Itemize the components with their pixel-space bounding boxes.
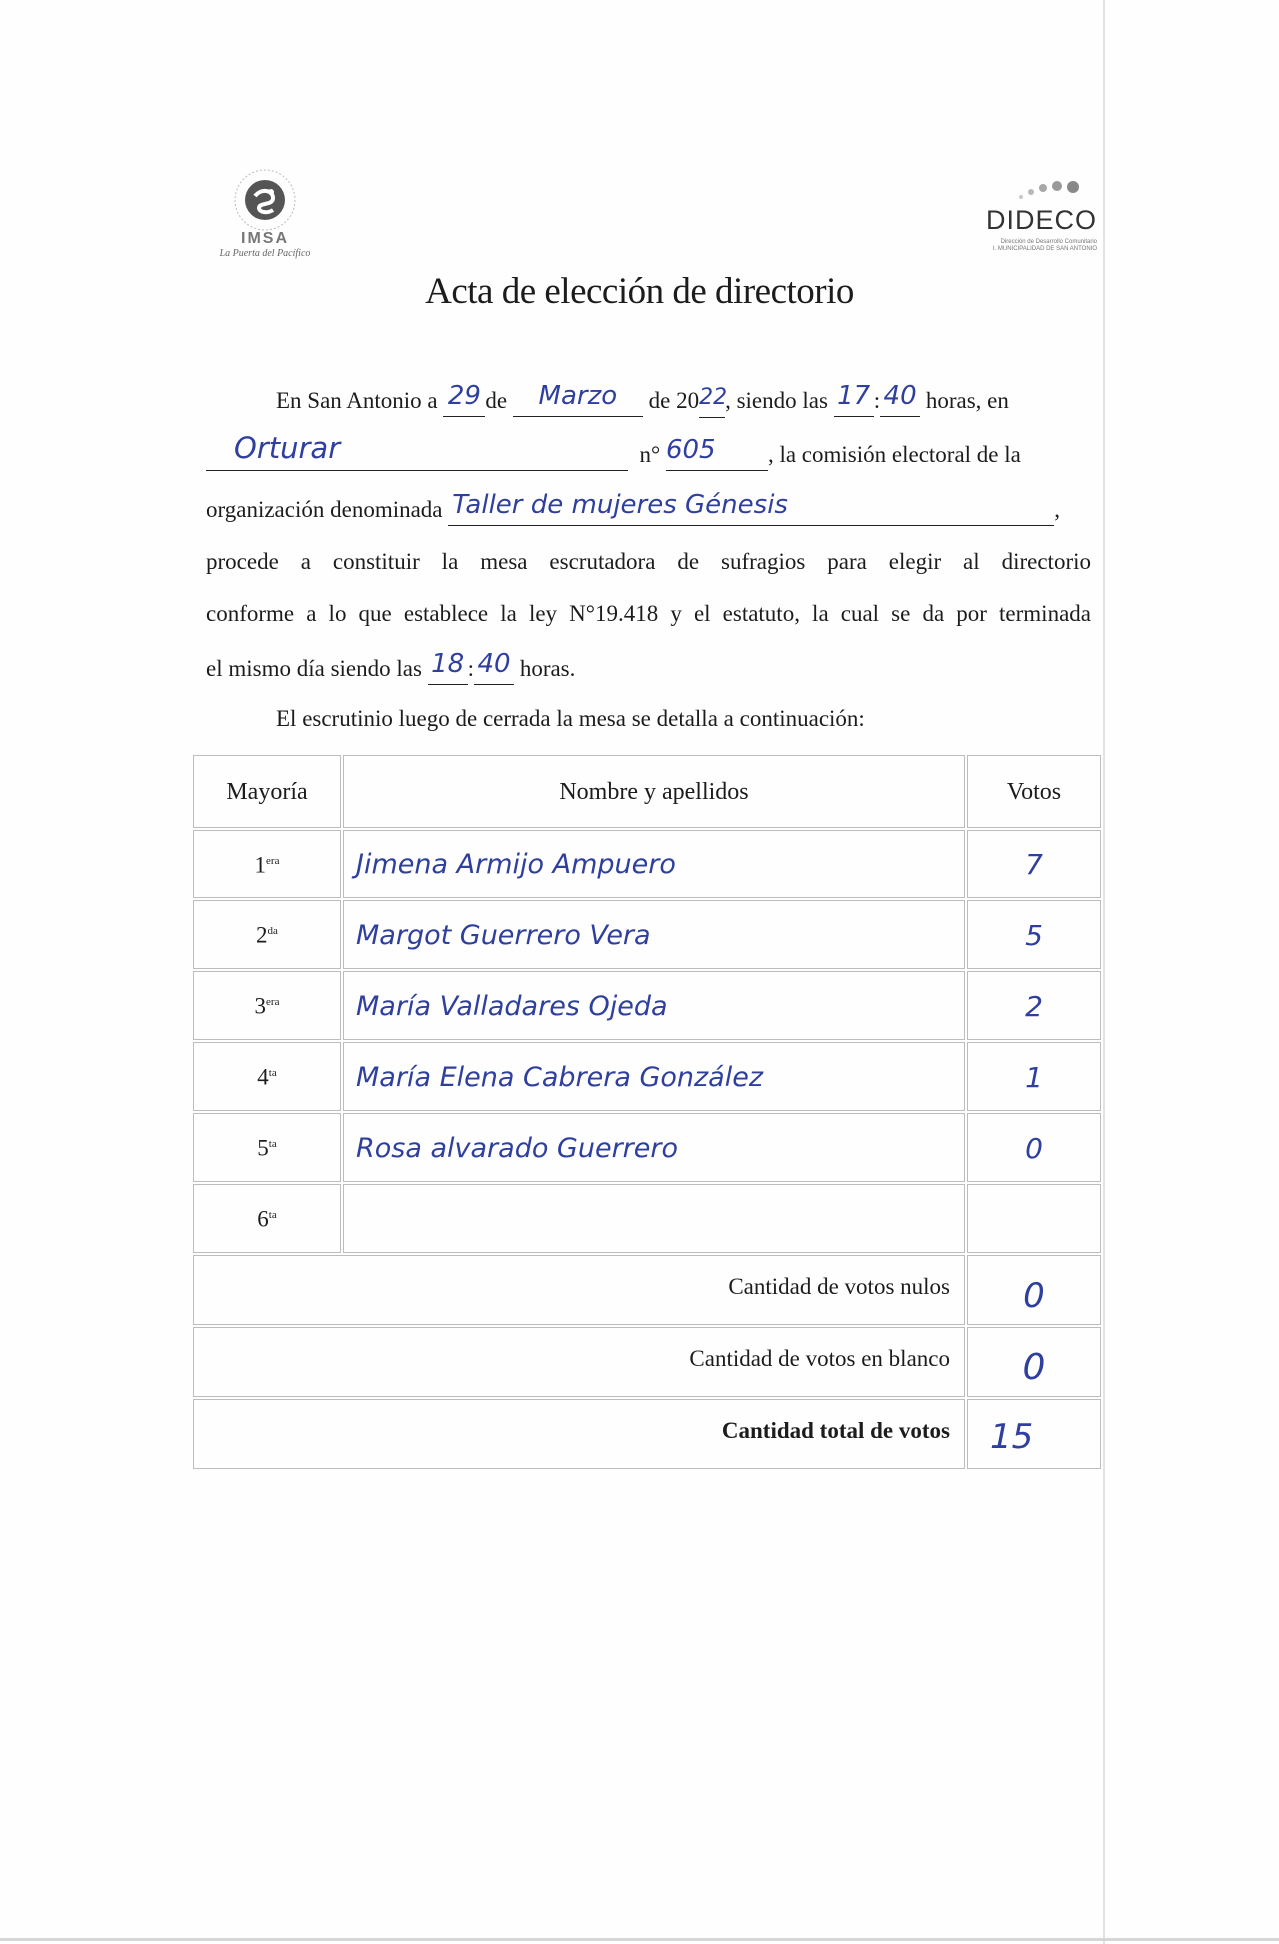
text-comma: , [1054, 497, 1061, 522]
total-votes-value: 15 [967, 1399, 1101, 1469]
end-minute-value: 40 [477, 649, 511, 679]
rank-suffix: ta [268, 1209, 277, 1221]
scan-bottom-edge [0, 1938, 1279, 1941]
candidate-name: María Valladares Ojeda [343, 971, 965, 1040]
dideco-logo [965, 175, 1097, 265]
paragraph-line-2 [206, 431, 1021, 471]
number-value: 605 [665, 435, 716, 465]
number-field [665, 435, 768, 471]
row-rank [193, 900, 341, 969]
text-en-san-antonio: En San Antonio a [276, 388, 438, 413]
candidate-votes: 1 [967, 1042, 1101, 1111]
candidate-votes [967, 1184, 1101, 1253]
candidate-votes: 2 [967, 971, 1101, 1040]
candidate-votes: 5 [967, 900, 1101, 969]
rank-suffix: da [267, 925, 278, 937]
paragraph-line-4: procede a constituir la mesa escrutadora de sufragios para elegir al directorio [206, 549, 1091, 574]
paragraph-line-3 [206, 490, 1061, 526]
dideco-name: DIDECO [985, 205, 1097, 235]
month-value: Marzo [538, 381, 618, 411]
rank-number: 1 [254, 852, 267, 878]
day-field [443, 381, 485, 417]
month-field [513, 381, 643, 417]
null-votes-value: 0 [967, 1255, 1101, 1325]
imsa-logo [205, 168, 325, 268]
results-table [193, 755, 1105, 1475]
dideco-subtitle-line-2: I. MUNICIPALIDAD DE SAN ANTONIO [992, 246, 1097, 252]
text-horas-en: horas, en [925, 388, 1009, 413]
year-value: 22 [699, 385, 728, 410]
rank-number: 4 [257, 1064, 269, 1090]
start-hour-field [834, 381, 874, 417]
row-rank [193, 1184, 341, 1253]
text-organizacion-denominada: organización denominada [206, 497, 443, 522]
document-title: Acta de elección de directorio [425, 271, 854, 312]
candidate-name: Rosa alvarado Guerrero [343, 1113, 965, 1182]
text-siendo-las: , siendo las [725, 388, 828, 413]
text-horas: horas. [519, 656, 576, 681]
header-votes: Votos [967, 755, 1101, 828]
null-votes-label: Cantidad de votos nulos [193, 1255, 965, 1325]
end-minute-field [474, 649, 514, 685]
header-name: Nombre y apellidos [343, 755, 965, 828]
rank-number: 2 [256, 922, 268, 948]
blank-votes-label: Cantidad de votos en blanco [193, 1327, 965, 1397]
row-rank [193, 1113, 341, 1182]
end-hour-field [428, 649, 468, 685]
total-votes-label: Cantidad total de votos [193, 1399, 965, 1469]
organization-value: Taller de mujeres Génesis [452, 490, 788, 520]
rank-suffix: era [266, 996, 280, 1008]
rank-suffix: era [266, 855, 280, 867]
end-hour-value: 18 [431, 649, 465, 679]
rank-number: 6 [257, 1206, 269, 1232]
imsa-emblem-icon [233, 168, 297, 232]
row-rank [193, 1042, 341, 1111]
dideco-subtitle-line-1: Dirección de Desarrollo Comunitario [1000, 239, 1097, 245]
paragraph-line-5: conforme a lo que establece la ley N°19.418 y el estatuto, la cual se da por terminada [206, 601, 1091, 626]
paragraph-line-7: El escrutinio luego de cerrada la mesa se detalla a continuación: [276, 706, 865, 731]
blank-votes-value: 0 [967, 1327, 1101, 1397]
imsa-tagline: La Puerta del Pacífico [219, 248, 311, 259]
rank-suffix: ta [268, 1067, 277, 1079]
candidate-name [343, 1184, 965, 1253]
imsa-name: IMSA [241, 230, 289, 247]
text-de-20: de 20 [648, 388, 700, 413]
text-de: de [485, 388, 508, 413]
candidate-name: María Elena Cabrera González [343, 1042, 965, 1111]
start-minute-value: 40 [883, 381, 917, 411]
start-hour-value: 17 [837, 381, 871, 411]
street-field [206, 431, 628, 471]
organization-field [448, 490, 1054, 526]
candidate-votes: 0 [967, 1113, 1101, 1182]
row-rank [193, 830, 341, 898]
text-comision-electoral: , la comisión electoral de la [767, 442, 1021, 467]
year-field [699, 385, 728, 418]
paragraph-line-1: En San Antonio a 29 de Marzo de 2022, siendo las 17 : 40 horas, en [276, 385, 1009, 418]
text-numero: n° [639, 442, 661, 467]
text-mismo-dia: el mismo día siendo las [206, 656, 422, 681]
candidate-votes: 7 [967, 830, 1101, 898]
candidate-name: Margot Guerrero Vera [343, 900, 965, 969]
paragraph-line-6: el mismo día siendo las 18 : 40 horas. [206, 653, 575, 685]
dideco-dots-icon [1009, 175, 1089, 205]
candidate-name: Jimena Armijo Ampuero [343, 830, 965, 898]
rank-number: 5 [257, 1135, 269, 1161]
day-value: 29 [447, 381, 481, 411]
row-rank [193, 971, 341, 1040]
rank-number: 3 [254, 993, 267, 1019]
start-minute-field [880, 381, 920, 417]
street-value: Orturar [234, 431, 341, 465]
dideco-subtitle [993, 239, 1097, 253]
header-rank: Mayoría [193, 755, 341, 828]
rank-suffix: ta [268, 1138, 277, 1150]
